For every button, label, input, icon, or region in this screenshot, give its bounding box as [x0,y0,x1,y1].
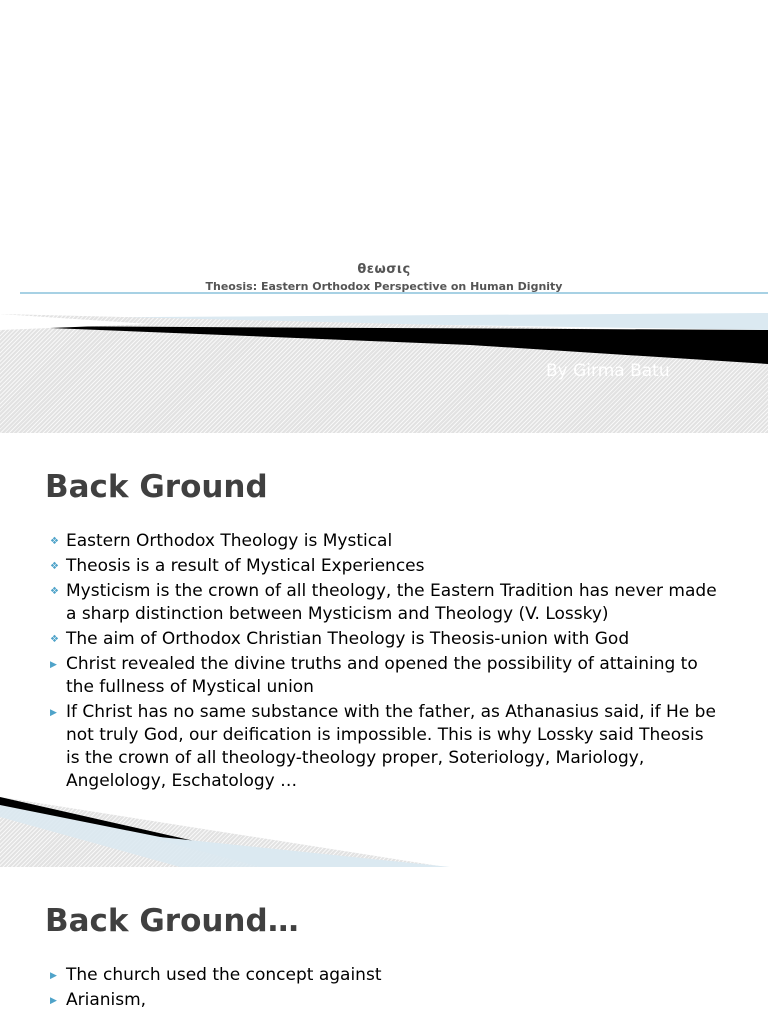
bullet-text: The aim of Orthodox Christian Theology is Theosis-union with God [66,629,630,649]
bullet-text: If Christ has no same substance with the father, as Athanasius said, if He be not truly God, our deification is impossible. This is why Lossky said Theosis is the crown of all theology-theology proper, Soteriology, Mariology, Angelology, Eschatology … [66,702,716,791]
diamond-bullet-icon: ❖ [50,561,59,572]
slide-subtitle: Theosis: Eastern Orthodox Perspective on Human Dignity [205,280,563,293]
background-slide [0,433,768,867]
bullet-list [50,964,722,1014]
bottom-decoration [0,433,768,867]
arrow-bullet-icon: ▶ [50,971,57,981]
diamond-bullet-icon: ❖ [50,634,59,645]
bullet-text: Christ revealed the divine truths and opened the possibility of attaining to the fullness of Mystical union [66,654,698,697]
slide-title: θεωσις [357,262,411,277]
bullet-text: Mysticism is the crown of all theology, the Eastern Tradition has never made a sharp distinction between Mysticism and Theology (V. Lossky) [66,581,717,624]
title-slide [0,0,768,433]
bullet-text: The church used the concept against [66,965,382,985]
arrow-bullet-icon: ▶ [50,996,57,1006]
diamond-bullet-icon: ❖ [50,586,59,597]
author-name: By Girma Batu [546,361,670,381]
bullet-item [50,964,722,987]
bullet-text: Arianism, [66,990,147,1010]
diamond-bullet-icon: ❖ [50,536,59,547]
slide-heading: Back Ground [45,469,268,505]
arrow-bullet-icon: ▶ [50,708,57,718]
slide-heading: Back Ground… [45,903,299,939]
bullet-item [50,989,722,1012]
bullet-text: Theosis is a result of Mystical Experiences [66,556,425,576]
arrow-bullet-icon: ▶ [50,660,57,670]
background-continued-slide [0,867,768,1024]
bullet-text: Eastern Orthodox Theology is Mystical [66,531,393,551]
